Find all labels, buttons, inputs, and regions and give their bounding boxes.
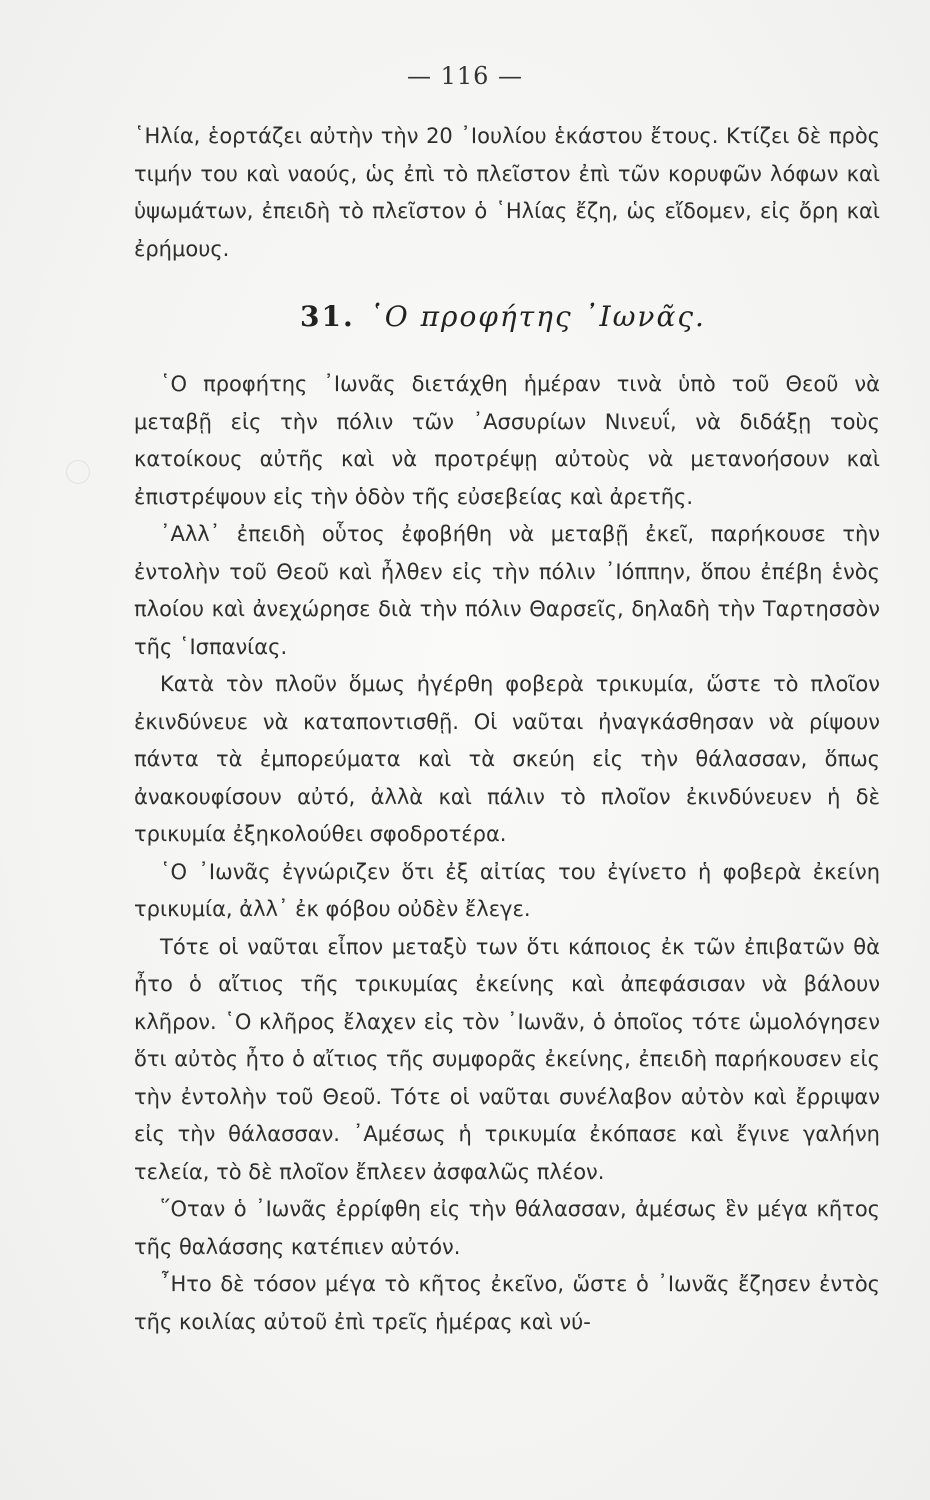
story-paragraph: ῏Ητο δὲ τόσον μέγα τὸ κῆτος ἐκεῖνο, ὥστε ὁ ᾿Ιωνᾶς ἔζησεν ἐντὸς τῆς κοιλίας αὐτοῦ ἐπὶ τρεῖς ἡμέρας καὶ νύ-: [134, 1272, 880, 1334]
story-paragraph: ᾿Αλλ᾿ ἐπειδὴ οὗτος ἐφοβήθη νὰ μεταβῇ ἐκεῖ, παρήκουσε τὴν ἐντολὴν τοῦ Θεοῦ καὶ ἦλθεν εἰς τὴν πόλιν ᾿Ιόππην, ὅπου ἐπέβη ἑνὸς πλοίου καὶ ἀνεχώρησε διὰ τὴν πόλιν Θαρσεῖς, δηλαδὴ τὴν Ταρτησσὸν τῆς ῾Ισπανίας.: [134, 522, 880, 659]
story-paragraph: ῾Ο ᾿Ιωνᾶς ἐγνώριζεν ὅτι ἐξ αἰτίας του ἐγίνετο ἡ φοβερὰ ἐκείνη τρικυμία, ἀλλ᾿ ἐκ φόβου οὐδὲν ἔλεγε.: [134, 859, 880, 921]
section-number: 31.: [300, 300, 355, 333]
story-paragraph: ῾Ο προφήτης ᾿Ιωνᾶς διετάχθη ἡμέραν τινὰ ὑπὸ τοῦ Θεοῦ νὰ μεταβῇ εἰς τὴν πόλιν τῶν ᾿Ασσυρίων Νινευΐ, νὰ διδάξῃ τοὺς κατοίκους αὐτῆς καὶ νὰ προτρέψῃ αὐτοὺς νὰ μετανοήσουν καὶ ἐπιστρέψουν εἰς τὴν ὁδὸν τῆς εὐσεβείας καὶ ἀρετῆς.: [134, 372, 880, 509]
story-paragraph: Κατὰ τὸν πλοῦν ὅμως ἠγέρθη φοβερὰ τρικυμία, ὥστε τὸ πλοῖον ἐκινδύνευε νὰ καταποντισθῇ. Οἱ ναῦται ἠναγκάσθησαν νὰ ρίψουν πάντα τὰ ἐμπορεύματα καὶ τὰ σκεύη εἰς τὴν θάλασσαν, ὅπως ἀνακουφίσουν αὐτό, ἀλλὰ καὶ πάλιν τὸ πλοῖον ἐκινδύνευεν ἡ δὲ τρικυμία ἐξηκολούθει σφοδροτέρα.: [134, 672, 880, 846]
intro-paragraph: ῾Ηλία, ἑορτάζει αὐτὴν τὴν 20 ᾿Ιουλίου ἑκάστου ἔτους. Κτίζει δὲ πρὸς τιμήν του καὶ ναούς, ὡς ἐπὶ τὸ πλεῖστον ἐπὶ τῶν κορυφῶν λόφων καὶ ὑψωμάτων, ἐπειδὴ τὸ πλεῖστον ὁ ῾Ηλίας ἔζη, ὡς εἴδομεν, εἰς ὄρη καὶ ἐρήμους.: [134, 124, 880, 261]
section-heading: [300, 300, 720, 333]
story-paragraph: Τότε οἱ ναῦται εἶπον μεταξὺ των ὅτι κάποιος ἐκ τῶν ἐπιβατῶν θὰ ἦτο ὁ αἴτιος τῆς τρικυμίας ἐκείνης καὶ ἀπεφάσισαν νὰ βάλουν κλῆρον. ῾Ο κλῆρος ἔλαχεν εἰς τὸν ᾿Ιωνᾶν, ὁ ὁποῖος τότε ὡμολόγησεν ὅτι αὐτὸς ἦτο ὁ αἴτιος τῆς συμφορᾶς ἐκείνης, ἐπειδὴ παρήκουσεν εἰς τὴν ἐντολὴν τοῦ Θεοῦ. Τότε οἱ ναῦται συνέλαβον αὐτὸν καὶ ἔρριψαν εἰς τὴν θάλασσαν. ᾿Αμέσως ἡ τρικυμία ἐκόπασε καὶ ἔγινε γαλήνη τελεία, τὸ δὲ πλοῖον ἔπλεεν ἀσφαλῶς πλέον.: [134, 934, 880, 1184]
section-title: ῾Ο προφήτης ᾿Ιωνᾶς.: [368, 300, 706, 333]
page-number: — 116 —: [406, 62, 524, 90]
intro-text: [134, 118, 880, 268]
story-text: [134, 366, 880, 1341]
story-paragraph: ῞Οταν ὁ ᾿Ιωνᾶς ἐρρίφθη εἰς τὴν θάλασσαν, ἀμέσως ἓν μέγα κῆτος τῆς θαλάσσης κατέπιεν αὐτόν.: [134, 1197, 880, 1259]
margin-stain: [66, 460, 90, 484]
